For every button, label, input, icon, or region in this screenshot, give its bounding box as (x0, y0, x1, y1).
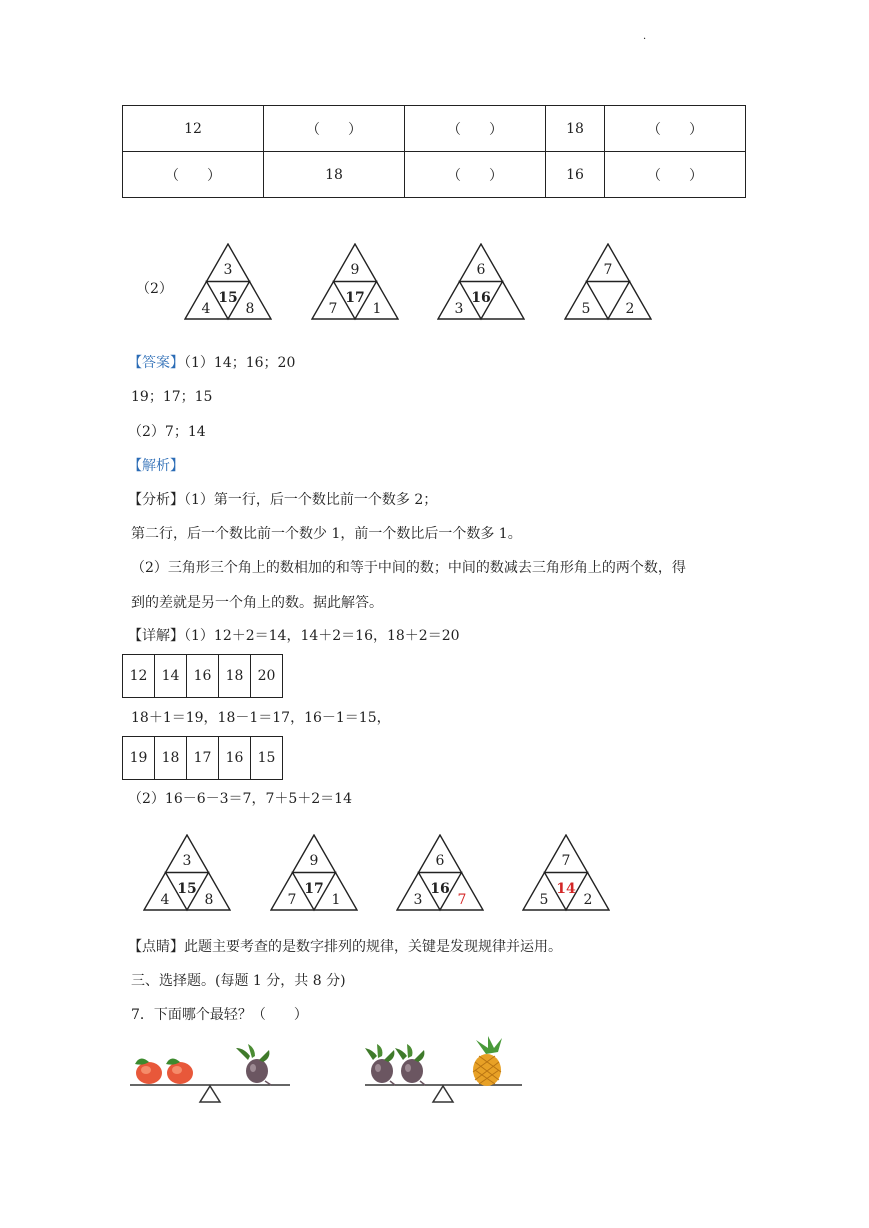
triangle-center-number: 14 (556, 881, 576, 897)
fenxi-tag: 【分析】 (128, 492, 184, 508)
peach-icon (166, 1058, 193, 1084)
table-cell: 14 (155, 655, 187, 698)
dianjing-line (128, 938, 562, 956)
table-cell: 18 (219, 655, 251, 698)
triangle-right-number: 1 (372, 301, 382, 317)
fenxi-line-3: （2）三角形三个角上的数相加的和等于中间的数；中间的数减去三角形角上的两个数，得 (131, 560, 686, 576)
radish-icon (395, 1044, 425, 1085)
answer-text-1: （1）14；16；20 (184, 355, 296, 371)
table-cell: 20 (251, 655, 283, 698)
table-cell: 18 (155, 737, 187, 780)
xiangjie-line-3: （2）16－6－3＝7，7＋5＋2＝14 (128, 791, 352, 807)
triangle-top-number: 7 (603, 262, 613, 278)
triangle-left-number: 3 (413, 892, 423, 908)
triangle-top-number: 7 (561, 853, 571, 869)
triangle-left-number: 4 (201, 301, 211, 317)
sequence-table (122, 105, 746, 198)
table-row (123, 737, 283, 780)
triangle-center-number: 17 (304, 881, 324, 897)
radish-icon (365, 1044, 395, 1085)
triangle-right-number: 8 (204, 892, 214, 908)
table-cell: （ ） (264, 106, 405, 152)
table-cell: 16 (219, 737, 251, 780)
section-3-heading: 三、选择题。(每题 1 分，共 8 分) (131, 973, 346, 989)
triangle-right-number: 8 (245, 301, 255, 317)
table-cell: （ ） (605, 152, 746, 198)
triangle-right-number: 7 (457, 892, 467, 908)
triangle-left-number: 5 (581, 301, 591, 317)
triangle-center-number: 15 (218, 290, 238, 306)
triangle-center-number: 16 (471, 290, 491, 306)
table-cell: 15 (251, 737, 283, 780)
result-table-2 (122, 736, 283, 780)
number-triangle (564, 243, 652, 321)
result-table-1 (122, 654, 283, 698)
answer-line-3: （2）7；14 (128, 424, 206, 440)
pineapple-icon (473, 1036, 502, 1086)
triangle-right-number: 2 (583, 892, 593, 908)
fenxi-line-1 (128, 491, 437, 509)
balance-radishes-pineapple-image (360, 1036, 530, 1110)
table-row (123, 655, 283, 698)
table-cell: （ ） (605, 106, 746, 152)
triangle-center-number: 16 (430, 881, 450, 897)
number-triangle (184, 243, 272, 321)
dianjing-tag: 【点睛】 (128, 939, 184, 955)
triangle-left-number: 7 (287, 892, 297, 908)
triangle-top-number: 6 (435, 853, 445, 869)
triangle-left-number: 4 (160, 892, 170, 908)
number-triangle (311, 243, 399, 321)
fenxi-line-4: 到的差就是另一个角上的数。据此解答。 (131, 595, 383, 611)
number-triangle (522, 834, 610, 912)
balance-peaches-radish-image (125, 1040, 295, 1110)
answer-line-2: 19；17；15 (131, 389, 213, 405)
table-cell: 17 (187, 737, 219, 780)
answer-tag: 【答案】 (128, 355, 184, 371)
number-triangle (396, 834, 484, 912)
table-cell: （ ） (405, 106, 546, 152)
triangle-top-number: 9 (309, 853, 319, 869)
number-triangle (143, 834, 231, 912)
table-cell: 12 (123, 106, 264, 152)
table-cell: 18 (264, 152, 405, 198)
table-row (123, 106, 746, 152)
triangle-right-number: 1 (331, 892, 341, 908)
triangle-top-number: 9 (350, 262, 360, 278)
question-7: 7．下面哪个最轻？（ ） (131, 1007, 308, 1023)
xiangjie-tag: 【详解】 (128, 628, 184, 644)
fenxi-line-2: 第二行，后一个数比前一个数少 1，前一个数比后一个数多 1。 (131, 526, 522, 542)
triangle-left-number: 3 (454, 301, 464, 317)
question-2-label: （2） (136, 281, 173, 297)
xiangjie-line-2: 18＋1＝19，18－1＝17，16－1＝15， (131, 710, 391, 726)
fenxi-text: （1）第一行，后一个数比前一个数多 2； (184, 492, 438, 508)
triangle-right-number: 2 (625, 301, 635, 317)
table-cell: 18 (546, 106, 605, 152)
triangle-center-number: 17 (345, 290, 365, 306)
dianjing-text: 此题主要考查的是数字排列的规律，关键是发现规律并运用。 (184, 939, 562, 955)
triangle-top-number: 3 (223, 262, 233, 278)
number-triangle (270, 834, 358, 912)
peach-icon (135, 1058, 162, 1084)
triangle-top-number: 3 (182, 853, 192, 869)
answer-line-1 (128, 354, 295, 372)
table-row (123, 152, 746, 198)
number-triangle (437, 243, 525, 321)
table-cell: 16 (546, 152, 605, 198)
xiangjie-text: （1）12＋2＝14，14＋2＝16，18＋2＝20 (184, 628, 460, 644)
analysis-tag: 【解析】 (128, 458, 184, 474)
triangle-left-number: 7 (328, 301, 338, 317)
xiangjie-line-1 (128, 627, 460, 645)
header-mark: · (643, 34, 647, 45)
table-cell: （ ） (123, 152, 264, 198)
radish-icon (236, 1044, 271, 1085)
table-cell: 12 (123, 655, 155, 698)
triangle-left-number: 5 (539, 892, 549, 908)
triangle-top-number: 6 (476, 262, 486, 278)
triangle-center-number: 15 (177, 881, 197, 897)
table-cell: 19 (123, 737, 155, 780)
table-cell: （ ） (405, 152, 546, 198)
table-cell: 16 (187, 655, 219, 698)
